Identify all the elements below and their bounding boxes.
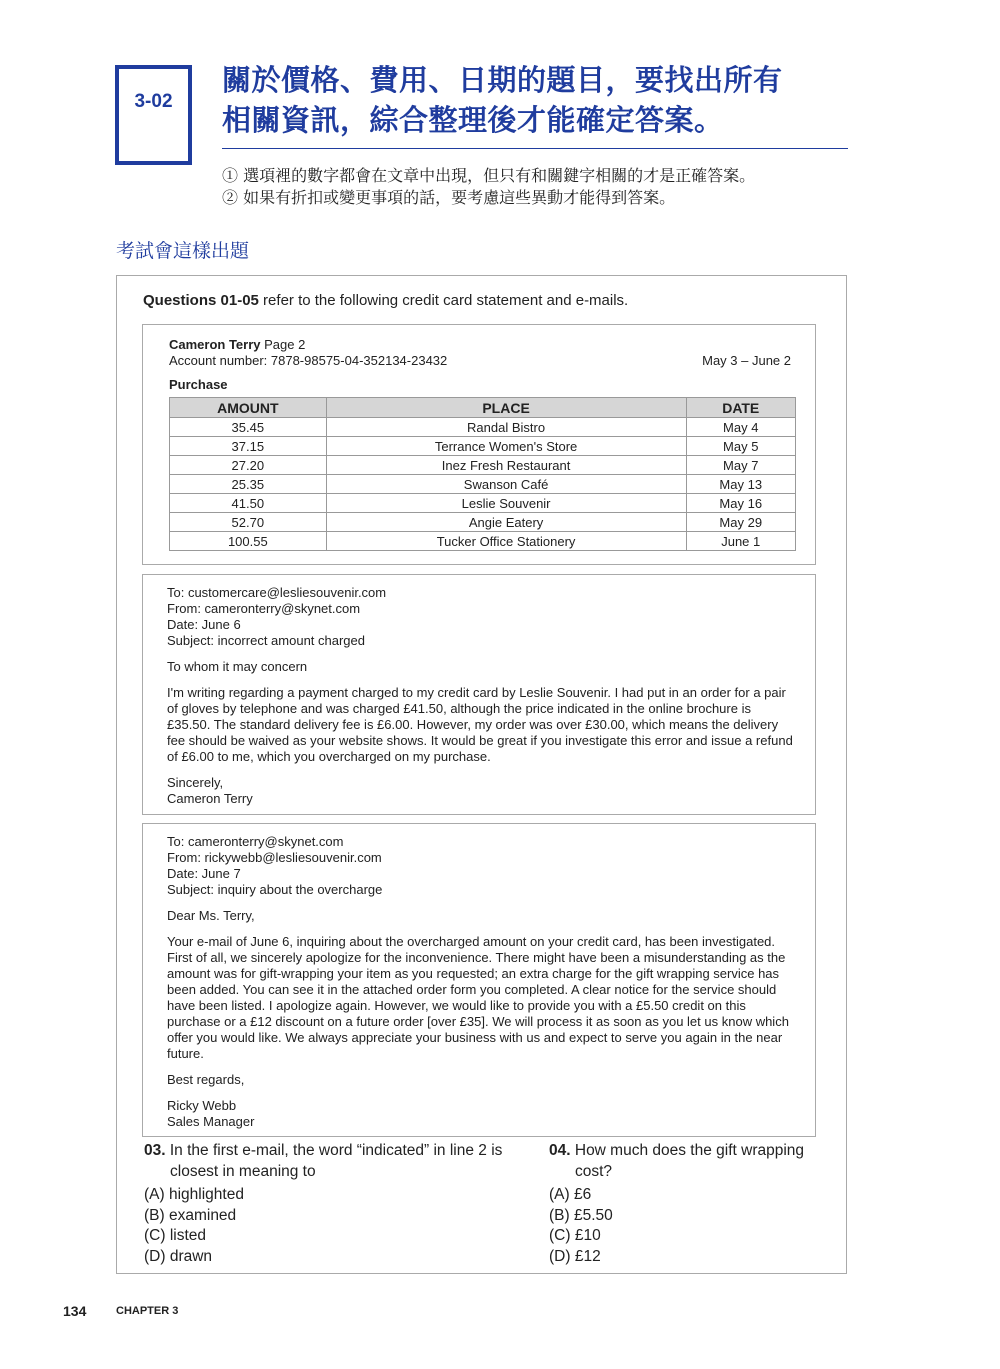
amount-cell: 27.20 <box>170 456 327 475</box>
question-stem <box>549 1141 824 1182</box>
amount-cell: 37.15 <box>170 437 327 456</box>
amount-cell: 52.70 <box>170 513 327 532</box>
date-cell: May 16 <box>686 494 796 513</box>
email-greeting: To whom it may concern <box>167 659 308 674</box>
amount-cell: 25.35 <box>170 475 327 494</box>
answer-option[interactable]: (C) listed <box>144 1227 207 1244</box>
chapter-label: CHAPTER 3 <box>116 1305 179 1317</box>
email-subject: Subject: incorrect amount charged <box>167 633 365 648</box>
answer-option[interactable]: (B) £5.50 <box>549 1206 613 1224</box>
question-text: In the first e-mail, the word “indicated” in line 2 is closest in meaning to <box>165 1142 503 1180</box>
email-subject: Subject: inquiry about the overcharge <box>167 882 383 897</box>
table-row <box>170 494 796 513</box>
email-from: From: rickywebb@lesliesouvenir.com <box>167 850 382 865</box>
email-greeting: Dear Ms. Terry, <box>167 908 255 923</box>
column-header-amount: AMOUNT <box>170 398 327 418</box>
date-cell: May 4 <box>686 418 796 437</box>
answer-option[interactable]: (A) highlighted <box>144 1186 244 1203</box>
question-03 <box>144 1141 524 1267</box>
email-from: From: cameronterry@skynet.com <box>167 601 361 616</box>
questions-range: Questions 01-05 <box>143 292 259 309</box>
date-cell: May 5 <box>686 437 796 456</box>
email-signature: Ricky Webb <box>167 1098 237 1113</box>
question-stem <box>144 1141 524 1182</box>
email-body: I'm writing regarding a payment charged to my credit card by Leslie Souvenir. I had put in an order for a pair of gloves by telephone and was charged £41.50, although the price indicated in the online brochure is £35.50. The standard delivery fee is £6.00. However, my order was over £30.00, which means the delivery fee should be waived as your website shows. It would be great if you investigate this error and issue a refund of £6.00 to me, which you overcharged on my purchase. <box>167 685 793 764</box>
answer-option[interactable]: (B) examined <box>144 1206 237 1224</box>
email-to: To: cameronterry@skynet.com <box>167 834 344 849</box>
section-title <box>222 60 862 140</box>
email-signature: Cameron Terry <box>167 791 253 806</box>
table-header-row <box>170 398 796 418</box>
column-header-date: DATE <box>686 398 796 418</box>
email-date: Date: June 6 <box>167 617 241 632</box>
tip-item: ② 如果有折扣或變更事項的話，要考慮這些異動才能得到答案。 <box>222 188 676 207</box>
statement-period: May 3 – June 2 <box>702 353 791 368</box>
amount-cell: 41.50 <box>170 494 327 513</box>
table-row <box>170 532 796 551</box>
table-row <box>170 418 796 437</box>
email-headers <box>167 834 793 898</box>
title-line: 相關資訊，綜合整理後才能確定答案。 <box>222 103 724 137</box>
table-row <box>170 513 796 532</box>
title-line: 關於價格、費用、日期的題目，要找出所有 <box>222 63 783 97</box>
email-to: To: customercare@lesliesouvenir.com <box>167 585 387 600</box>
tips-list <box>222 165 755 209</box>
email-signoff <box>167 1098 793 1130</box>
column-header-place: PLACE <box>326 398 686 418</box>
place-cell: Inez Fresh Restaurant <box>326 456 686 475</box>
account-number: Account number: 7878-98575-04-352134-23432 <box>169 353 448 368</box>
title-divider <box>222 148 848 149</box>
section-badge <box>115 65 192 165</box>
statement-page: Page 2 <box>260 337 306 352</box>
answer-option[interactable]: (D) drawn <box>144 1247 213 1265</box>
date-cell: May 29 <box>686 513 796 532</box>
email-closing: Sincerely, <box>167 775 224 790</box>
answer-option[interactable]: (D) £12 <box>549 1247 601 1265</box>
table-row <box>170 456 796 475</box>
answer-option[interactable]: (A) £6 <box>549 1186 592 1203</box>
amount-cell: 100.55 <box>170 532 327 551</box>
tip-item: ① 選項裡的數字都會在文章中出現，但只有和關鍵字相關的才是正確答案。 <box>222 166 756 185</box>
question-04 <box>549 1141 824 1267</box>
email-headers <box>167 585 793 649</box>
questions-intro-text: refer to the following credit card statement and e-mails. <box>258 292 629 309</box>
place-cell: Randal Bistro <box>326 418 686 437</box>
section-number: 3-02 <box>134 91 173 112</box>
question-number: 03. <box>144 1142 166 1159</box>
email-closing: Best regards, <box>167 1072 245 1087</box>
questions-intro <box>143 292 628 309</box>
date-cell: May 7 <box>686 456 796 475</box>
purchase-label: Purchase <box>169 377 228 392</box>
email-complaint <box>142 574 816 815</box>
place-cell: Swanson Café <box>326 475 686 494</box>
table-row <box>170 437 796 456</box>
date-cell: June 1 <box>686 532 796 551</box>
email-signature-title: Sales Manager <box>167 1114 255 1129</box>
credit-card-statement <box>142 324 816 565</box>
question-number: 04. <box>549 1142 571 1159</box>
amount-cell: 35.45 <box>170 418 327 437</box>
account-holder-name: Cameron Terry <box>169 337 261 352</box>
question-text: How much does the gift wrapping cost? <box>570 1142 805 1180</box>
page-number: 134 <box>63 1303 87 1319</box>
email-signoff <box>167 775 793 807</box>
exam-heading: 考試會這樣出題 <box>116 240 250 262</box>
place-cell: Tucker Office Stationery <box>326 532 686 551</box>
date-cell: May 13 <box>686 475 796 494</box>
email-reply <box>142 823 816 1137</box>
purchase-table <box>169 397 796 551</box>
place-cell: Angie Eatery <box>326 513 686 532</box>
place-cell: Leslie Souvenir <box>326 494 686 513</box>
statement-header <box>169 337 447 369</box>
email-body: Your e-mail of June 6, inquiring about the overcharged amount on your credit card, has been investigated. First of all, we sincerely apologize for the inconvenience. There might have been a misunderstanding as the amount was for gift-wrapping your item as you requested; an extra charge for the gift wrapping service has been added. You can see it in the attached order form you completed. A clear notice for the service should have been listed. I apologize again. However, we would like to provide you with a £5.50 credit on this purchase or a £12 discount on a future order [over £35]. We will process it as soon as you let us know which offer you would like. We always appreciate your business with us and expect to serve you again in the near future. <box>167 934 789 1061</box>
place-cell: Terrance Women's Store <box>326 437 686 456</box>
answer-option[interactable]: (C) £10 <box>549 1227 601 1244</box>
table-row <box>170 475 796 494</box>
email-date: Date: June 7 <box>167 866 241 881</box>
